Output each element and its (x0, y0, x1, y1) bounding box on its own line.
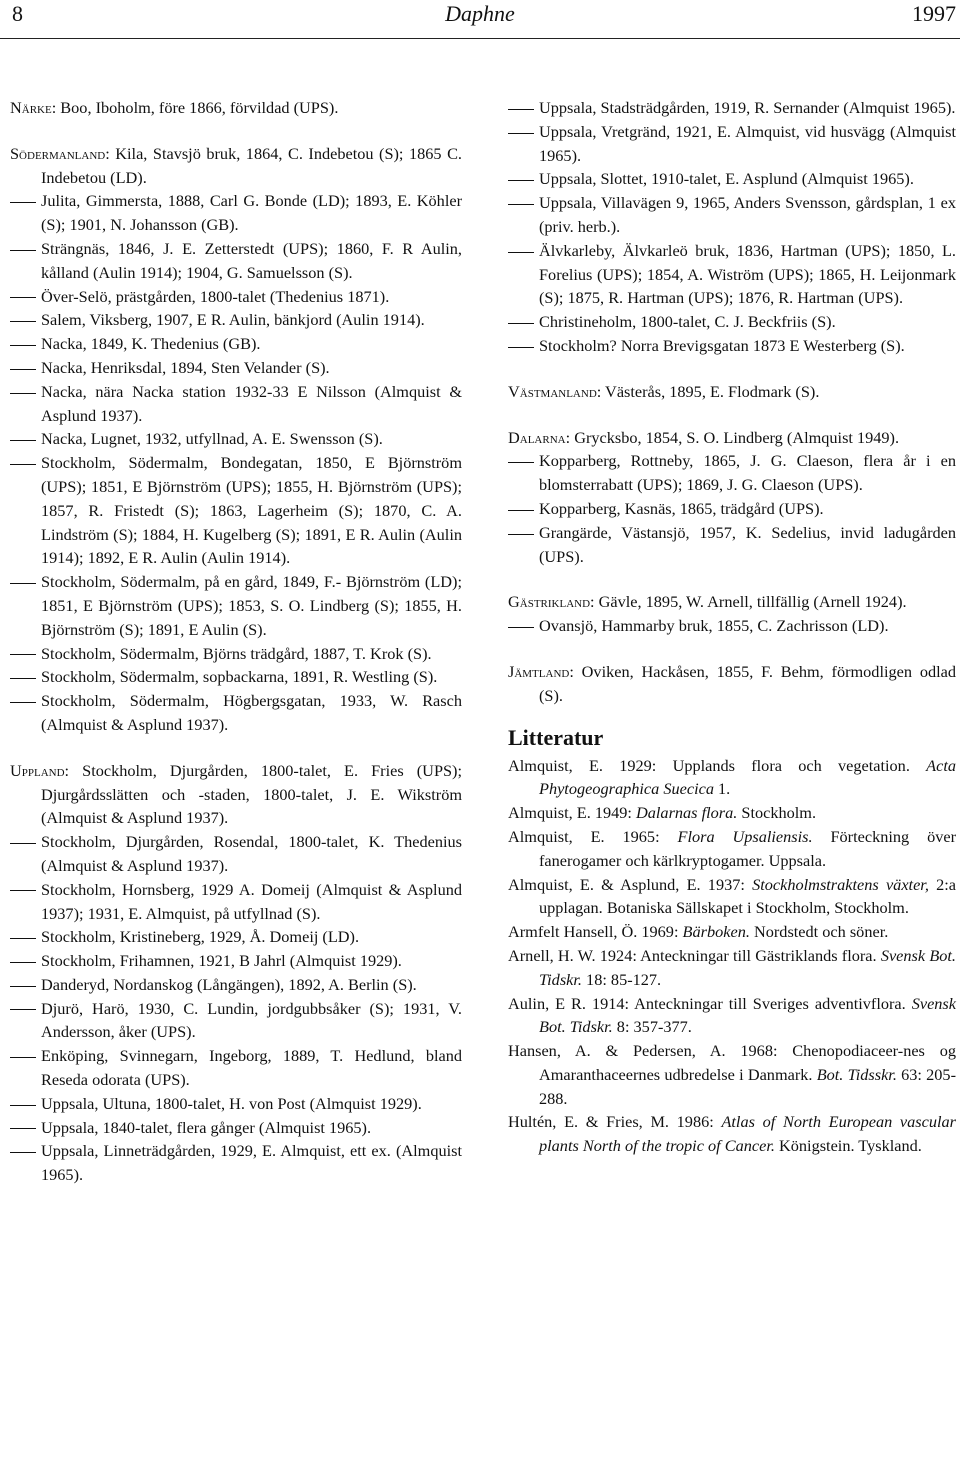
em-dash-rule (508, 510, 534, 511)
locality-entry (10, 237, 462, 285)
locality-entry (10, 1139, 462, 1187)
reference-text: Hultén, E. & Fries, M. 1986: (508, 1112, 722, 1132)
locality-entry (10, 973, 462, 997)
literature-list (508, 754, 956, 1159)
em-dash-rule (10, 890, 36, 891)
em-dash-rule (10, 345, 36, 346)
entry-text: Stockholm, Södermalm, på en gård, 1849, F.- Björnström (LD); 1851, E Björnström (UPS); 1853, S. O. Lindberg (S); 1855, H. Björnström (S); 1891, E Aulin (S). (41, 572, 462, 639)
em-dash-rule (10, 962, 36, 963)
entry-text: Grycksbo, 1854, S. O. Lindberg (Almquist 1949). (570, 427, 900, 447)
em-dash-rule (10, 393, 36, 394)
locality-entry (10, 189, 462, 237)
page-header (0, 0, 960, 39)
reference-text: 8: 357-377. (612, 1017, 692, 1037)
entry-text: Uppsala, Ultuna, 1800-talet, H. von Post (Almquist 1929). (41, 1093, 422, 1113)
locality-entry (508, 310, 956, 334)
reference-text: 63: 205-288. (539, 1064, 956, 1108)
em-dash-rule (10, 321, 36, 322)
locality-entry (508, 497, 956, 521)
em-dash-rule (10, 583, 36, 584)
entry-text: Stockholm, Hornsberg, 1929 A. Domeij (Almquist & Asplund 1937); 1931, E. Almquist, på utfyllnad (S). (41, 879, 462, 923)
entry-text: Stockholm, Södermalm, Bondegatan, 1850, E Björnström (UPS); 1851, E Björnström (UPS); 1855, H. Björnström (UPS); 1857, R. Fristedt (S); 1863, Lagerheim (S); 1870, C. A. Lindström (S); 1884, H. Kugelberg (S); 1891, E R. Aulin (Aulin 1914); 1892, E R. Aulin (Aulin 1914). (41, 453, 462, 568)
reference-item (508, 992, 956, 1040)
province-name: Södermanland: (10, 143, 110, 163)
em-dash-rule (10, 678, 36, 679)
reference-item (508, 944, 956, 992)
reference-text: Nordstedt och söner. (749, 922, 889, 942)
entry-text: Uppsala, Vretgränd, 1921, E. Almquist, vid husvägg (Almquist 1965). (539, 121, 956, 165)
reference-title: Bärboken. (682, 922, 750, 942)
locality-entry (508, 167, 956, 191)
em-dash-rule (10, 202, 36, 203)
literature-heading: Litteratur (508, 724, 604, 750)
running-title: Daphne (445, 1, 515, 26)
em-dash-rule (10, 654, 36, 655)
entry-text: Stockholm, Södermalm, sopbackarna, 1891, R. Westling (S). (41, 667, 438, 687)
reference-title: Bot. Tidsskr. (816, 1064, 897, 1084)
reference-text: Almquist, E. 1929: Upplands flora och vegetation. (508, 755, 927, 775)
province-entry (508, 426, 956, 450)
em-dash-rule (508, 109, 534, 110)
em-dash-rule (10, 1009, 36, 1010)
em-dash-rule (10, 297, 36, 298)
locality-entry (10, 308, 462, 332)
locality-entry (10, 665, 462, 689)
reference-text: 18: 85-127. (581, 969, 662, 989)
reference-text: Almquist, E. & Asplund, E. 1937: (508, 874, 753, 894)
locality-entry (508, 96, 956, 120)
locality-entry (508, 521, 956, 569)
locality-entry (10, 332, 462, 356)
locality-entry (10, 427, 462, 451)
locality-entry (10, 451, 462, 570)
em-dash-rule (10, 369, 36, 370)
reference-title: Acta Phytogeographica Suecica (539, 755, 956, 799)
province-name: Dalarna: (508, 427, 571, 447)
reference-item (508, 920, 956, 944)
locality-entry (10, 925, 462, 949)
reference-text: Stockholm. (737, 803, 817, 823)
entry-text: Enköping, Svinnegarn, Ingeborg, 1889, T. Hedlund, bland Reseda odorata (UPS). (41, 1046, 462, 1090)
em-dash-rule (508, 347, 534, 348)
entry-text: Över-Selö, prästgården, 1800-talet (Thedenius 1871). (41, 286, 390, 306)
right-column (508, 96, 956, 1158)
locality-entry (10, 878, 462, 926)
locality-entry (10, 380, 462, 428)
page-number: 8 (12, 1, 23, 26)
reference-title: Svensk Bot. Tidskr. (539, 945, 956, 989)
reference-title: Atlas of North European vascular plants North of the tropic of Cancer. (539, 1112, 957, 1156)
locality-entry (10, 997, 462, 1045)
entry-text: Uppsala, Stadsträdgården, 1919, R. Sernander (Almquist 1965). (539, 98, 956, 117)
province-name: Jämtland: (508, 661, 574, 681)
reference-text: Königstein. Tyskland. (774, 1136, 922, 1156)
reference-item (508, 1039, 956, 1110)
locality-entry (10, 830, 462, 878)
year: 1997 (912, 1, 956, 26)
entry-text: Stockholm? Norra Brevigsgatan 1873 E Westerberg (S). (539, 335, 905, 355)
em-dash-rule (508, 252, 534, 253)
entry-text: Boo, Iboholm, före 1866, förvildad (UPS). (56, 98, 339, 117)
em-dash-rule (10, 1152, 36, 1153)
reference-text: Arnell, H. W. 1924: Anteckningar till Gästriklands flora. (508, 945, 881, 965)
left-column (10, 96, 462, 1187)
province-entry (508, 590, 956, 614)
entry-text: Salem, Viksberg, 1907, E R. Aulin, bänkjord (Aulin 1914). (41, 310, 425, 330)
em-dash-rule (508, 180, 534, 181)
em-dash-rule (10, 843, 36, 844)
em-dash-rule (508, 462, 534, 463)
province-entry (10, 759, 462, 830)
locality-entry (10, 285, 462, 309)
reference-text: Hansen, A. & Pedersen, A. 1968: Chenopodiaceer-nes og Amaranthaceernes udbredelse i Danmark. (508, 1041, 956, 1084)
em-dash-rule (508, 133, 534, 134)
reference-text: 2:a upplagan. Botaniska Sällskapet i Stockholm, Stockholm. (539, 874, 957, 918)
entry-text: Strängnäs, 1846, J. E. Zetterstedt (UPS); 1860, F. R Aulin, kålland (Aulin 1914); 1904, G. Samuelsson (S). (41, 238, 462, 282)
entry-text: Grangärde, Västansjö, 1957, K. Sedelius, invid ladugården (UPS). (539, 522, 956, 566)
reference-item (508, 825, 956, 873)
em-dash-rule (508, 534, 534, 535)
province-name: Uppland: (10, 760, 70, 780)
entry-text: Stockholm, Kristineberg, 1929, Å. Domeij (LD). (41, 927, 360, 947)
entry-text: Gävle, 1895, W. Arnell, tillfällig (Arnell 1924). (594, 592, 907, 612)
reference-text: 1. (713, 779, 731, 799)
province-name: Västmanland: (508, 381, 602, 401)
reference-item (508, 754, 956, 802)
em-dash-rule (10, 464, 36, 465)
reference-title: Svensk Bot. Tidskr. (539, 993, 956, 1037)
locality-entry (10, 1044, 462, 1092)
em-dash-rule (10, 938, 36, 939)
entry-text: Ovansjö, Hammarby bruk, 1855, C. Zachrisson (LD). (539, 616, 889, 636)
reference-title: Flora Upsaliensis. (677, 826, 813, 846)
province-entry (508, 380, 956, 404)
em-dash-rule (10, 702, 36, 703)
entry-text: Kopparberg, Kasnäs, 1865, trädgård (UPS). (539, 498, 824, 518)
entry-text: Kila, Stavsjö bruk, 1864, C. Indebetou (S); 1865 C. Indebetou (LD). (41, 143, 462, 187)
em-dash-rule (10, 250, 36, 251)
locality-entry (10, 689, 462, 737)
locality-entry (508, 239, 956, 310)
entry-text: Nacka, nära Nacka station 1932-33 E Nilsson (Almquist & Asplund 1937). (41, 381, 462, 425)
em-dash-rule (10, 986, 36, 987)
entry-text: Kopparberg, Rottneby, 1865, J. G. Claeson, flera år i en blomsterrabatt (UPS); 1869, J. G. Claeson (UPS). (539, 451, 956, 495)
em-dash-rule (508, 627, 534, 628)
reference-text: Almquist, E. 1965: (508, 826, 678, 846)
reference-item (508, 801, 956, 825)
entry-text: Stockholm, Djurgården, Rosendal, 1800-talet, K. Thedenius (Almquist & Asplund 1937). (41, 832, 462, 875)
province-entry (10, 96, 462, 120)
entry-text: Christineholm, 1800-talet, C. J. Beckfriis (S). (539, 312, 836, 332)
entry-text: Danderyd, Nordanskog (Långängen), 1892, A. Berlin (S). (41, 974, 417, 994)
locality-entry (508, 449, 956, 497)
entry-text: Stockholm, Djurgården, 1800-talet, E. Fries (UPS); Djurgårdsslätten och -staden, 1800-talet, J. E. Wikström (Almquist & Asplund 1937). (41, 760, 462, 828)
entry-text: Uppsala, Villavägen 9, 1965, Anders Svensson, gårdsplan, 1 ex (priv. herb.). (539, 193, 956, 236)
entry-text: Stockholm, Södermalm, Björns trädgård, 1887, T. Krok (S). (41, 643, 432, 663)
entry-text: Nacka, 1849, K. Thedenius (GB). (41, 334, 261, 354)
right-column-entries (508, 96, 956, 708)
em-dash-rule (10, 1128, 36, 1129)
em-dash-rule (508, 323, 534, 324)
province-entry (10, 142, 462, 190)
locality-entry (10, 1092, 462, 1116)
reference-title: Dalarnas flora. (636, 803, 738, 823)
reference-text: Almquist, E. 1949: (508, 803, 636, 823)
locality-entry (508, 614, 956, 638)
em-dash-rule (10, 1057, 36, 1058)
entry-text: Nacka, Henriksdal, 1894, Sten Velander (S). (41, 357, 330, 377)
entry-text: Stockholm, Frihamnen, 1921, B Jahrl (Almquist 1929). (41, 951, 402, 971)
locality-entry (10, 356, 462, 380)
entry-text: Julita, Gimmersta, 1888, Carl G. Bonde (LD); 1893, E. Köhler (S); 1901, N. Johansson (GB). (41, 191, 462, 235)
locality-entry (10, 949, 462, 973)
reference-item (508, 1110, 956, 1158)
entry-text: Uppsala, 1840-talet, flera gånger (Almquist 1965). (41, 1117, 372, 1137)
reference-text: Armfelt Hansell, Ö. 1969: (508, 922, 683, 942)
entry-text: Älvkarleby, Älvkarleö bruk, 1836, Hartman (UPS); 1850, L. Forelius (UPS); 1854, A. Wiström (UPS); 1865, H. Leijonmark (S); 1875, R. Hartman (UPS); 1876, R. Hartman (UPS). (539, 240, 956, 308)
locality-entry (508, 191, 956, 239)
entry-text: Västerås, 1895, E. Flodmark (S). (601, 381, 820, 401)
reference-title: Stockholmstraktens växter, (752, 874, 929, 894)
locality-entry (10, 570, 462, 641)
province-entry (508, 660, 956, 708)
entry-text: Uppsala, Linneträdgården, 1929, E. Almquist, ett ex. (Almquist 1965). (41, 1141, 462, 1185)
entry-text: Nacka, Lugnet, 1932, utfyllnad, A. E. Swensson (S). (41, 429, 383, 449)
em-dash-rule (508, 204, 534, 205)
em-dash-rule (10, 440, 36, 441)
locality-entry (508, 334, 956, 358)
reference-item (508, 873, 956, 921)
province-name: Gästrikland: (508, 592, 595, 612)
locality-entry (508, 120, 956, 168)
province-name: Närke: (10, 98, 57, 117)
entry-text: Djurö, Harö, 1930, C. Lundin, jordgubbsåker (S); 1931, V. Andersson, åker (UPS). (41, 998, 462, 1042)
entry-text: Oviken, Hackåsen, 1855, F. Behm, förmodligen odlad (S). (539, 661, 956, 705)
locality-entry (10, 642, 462, 666)
locality-entry (10, 1116, 462, 1140)
entry-text: Stockholm, Södermalm, Högbergsgatan, 1933, W. Rasch (Almquist & Asplund 1937). (41, 691, 462, 734)
reference-text: Aulin, E R. 1914: Anteckningar till Sveriges adventivflora. (508, 993, 912, 1013)
reference-text: Förteckning över fanerogamer och kärlkryptogamer. Uppsala. (539, 826, 957, 870)
em-dash-rule (10, 1105, 36, 1106)
entry-text: Uppsala, Slottet, 1910-talet, E. Asplund (Almquist 1965). (539, 169, 914, 189)
